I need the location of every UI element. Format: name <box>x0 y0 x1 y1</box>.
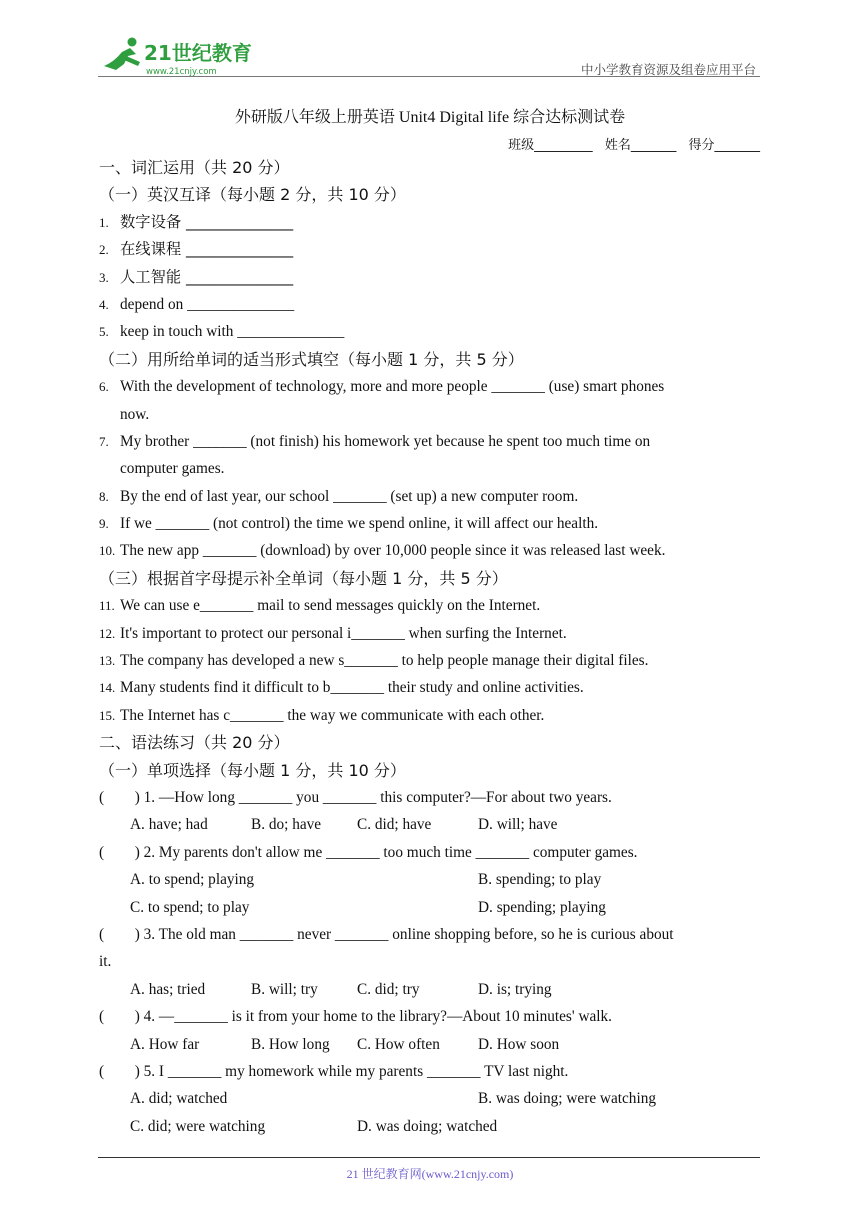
question-5 <box>99 318 761 345</box>
option-c: C. did; try <box>357 980 420 998</box>
question-number: 4. <box>99 296 109 312</box>
option-b: B. was doing; were watching <box>478 1090 656 1108</box>
question-7: 7. My brother _______ (not finish) his homework yet because he spent too much time on <box>99 432 651 450</box>
option-c: C. did; have <box>357 816 432 834</box>
question-text: It's important to protect our personal i_______ when surfing the Internet. <box>120 624 567 642</box>
subsection-heading: （三）根据首字母提示补全单词（每小题 1 分，共 5 分） <box>99 568 508 588</box>
question-8: 8. By the end of last year, our school _______ (set up) a new computer room. <box>99 487 579 505</box>
site-logo <box>96 36 256 78</box>
question-text: 人工智能 ______________ <box>120 267 294 286</box>
question-1 <box>99 209 761 236</box>
mc-options-2b <box>99 894 761 921</box>
mc-options-5b <box>99 1113 761 1140</box>
question-10: 10. The new app _______ (download) by over 10,000 people since it was released last week. <box>99 542 666 560</box>
student-info <box>500 134 760 153</box>
footer-divider <box>98 1157 760 1158</box>
question-13: 13. The company has developed a new s_______ to help people manage their digital files. <box>99 652 649 670</box>
logo-text: 21世纪教育 <box>144 41 252 65</box>
option-d: D. spending; playing <box>478 898 606 916</box>
question-7-cont: computer games. <box>120 460 225 478</box>
option-a: A. did; watched <box>130 1090 228 1108</box>
option-c: C. did; were watching <box>130 1117 266 1135</box>
question-number: 5. <box>99 324 109 340</box>
question-15: 15. The Internet has c_______ the way we communicate with each other. <box>99 706 545 724</box>
mc-options-4 <box>99 1031 761 1058</box>
exam-content <box>99 154 761 1140</box>
question-text: 数字设备 ______________ <box>120 212 294 231</box>
mc-question-2: ( ) 2. My parents don't allow me _______ too much time _______ computer games. <box>99 843 638 861</box>
question-text: depend on ______________ <box>120 295 295 313</box>
question-text: The new app _______ (download) by over 10,000 people since it was released last week. <box>120 542 666 560</box>
question-3 <box>99 264 761 291</box>
question-11: 11. We can use e_______ mail to send messages quickly on the Internet. <box>99 597 541 615</box>
option-c: C. to spend; to play <box>130 898 250 916</box>
class-field: 班级_________ <box>508 138 593 153</box>
section-heading: 一、词汇运用（共 20 分） <box>99 158 290 177</box>
question-2 <box>99 236 761 263</box>
question-text: keep in touch with ______________ <box>120 323 345 341</box>
mc-options-5a <box>99 1085 761 1112</box>
logo-url: www.21cnjy.com <box>146 67 217 77</box>
option-d: D. How soon <box>478 1035 560 1053</box>
subsection-heading: （一）英汉互译（每小题 2 分，共 10 分） <box>99 185 406 205</box>
option-c: C. How often <box>357 1035 440 1053</box>
mc-options-1 <box>99 811 761 838</box>
option-a: A. have; had <box>130 816 208 834</box>
question-text: Many students find it difficult to b_______ their study and online activities. <box>120 679 584 697</box>
platform-label: 中小学教育资源及组卷应用平台 <box>580 62 756 77</box>
question-14: 14. Many students find it difficult to b_______ their study and online activities. <box>99 679 584 697</box>
subsection-heading: （二）用所给单词的适当形式填空（每小题 1 分，共 5 分） <box>99 349 524 369</box>
question-text: The Internet has c_______ the way we communicate with each other. <box>120 706 545 724</box>
question-text: We can use e_______ mail to send messages quickly on the Internet. <box>120 597 541 615</box>
subsection-heading: （一）单项选择（每小题 1 分，共 10 分） <box>99 760 406 780</box>
mc-question-5: ( ) 5. I _______ my homework while my parents _______ TV last night. <box>99 1062 569 1080</box>
section-heading: 二、语法练习（共 20 分） <box>99 733 290 753</box>
option-b: B. will; try <box>251 980 318 998</box>
option-b: B. spending; to play <box>478 871 602 889</box>
question-text: If we _______ (not control) the time we spend online, it will affect our health. <box>120 515 599 533</box>
mc-question-4: ( ) 4. —_______ is it from your home to the library?—About 10 minutes' walk. <box>99 1008 613 1026</box>
question-6-cont: now. <box>120 405 150 423</box>
question-12: 12. It's important to protect our personal i_______ when surfing the Internet. <box>99 624 567 642</box>
question-text: By the end of last year, our school _______ (set up) a new computer room. <box>120 487 579 505</box>
question-text: The company has developed a new s_______ to help people manage their digital files. <box>120 652 649 670</box>
question-text: With the development of technology, more and more people _______ (use) smart phones <box>120 378 665 396</box>
option-a: A. to spend; playing <box>130 871 255 889</box>
question-text: My brother _______ (not finish) his homework yet because he spent too much time on <box>120 432 651 450</box>
option-d: D. was doing; watched <box>357 1117 498 1135</box>
mc-options-2a <box>99 866 761 893</box>
option-b: B. How long <box>251 1035 330 1053</box>
option-b: B. do; have <box>251 816 322 834</box>
mc-question-3-cont: it. <box>99 953 112 971</box>
question-number: 2. <box>99 242 109 258</box>
mc-question-1: ( ) 1. —How long _______ you _______ this computer?—For about two years. <box>99 788 612 806</box>
mc-question-3: ( ) 3. The old man _______ never _______ online shopping before, so he is curious about <box>99 925 674 943</box>
question-6: 6. With the development of technology, more and more people _______ (use) smart phones <box>99 378 665 396</box>
footer-link[interactable]: 21 世纪教育网(www.21cnjy.com) <box>346 1167 514 1181</box>
score-field: 得分_______ <box>688 138 760 153</box>
option-a: A. How far <box>130 1035 200 1053</box>
question-4 <box>99 291 761 318</box>
question-9: 9. If we _______ (not control) the time we spend online, it will affect our health. <box>99 515 599 533</box>
header-divider <box>98 76 760 77</box>
question-number: 3. <box>99 269 109 285</box>
option-d: D. will; have <box>478 816 558 834</box>
page-title: 外研版八年级上册英语 Unit4 Digital life 综合达标测试卷 <box>234 109 626 126</box>
option-a: A. has; tried <box>130 980 206 998</box>
name-field: 姓名_______ <box>604 138 677 153</box>
option-d: D. is; trying <box>478 980 552 998</box>
mc-options-3 <box>99 976 761 1003</box>
question-text: 在线课程 ______________ <box>120 240 294 259</box>
question-number: 1. <box>99 214 109 230</box>
